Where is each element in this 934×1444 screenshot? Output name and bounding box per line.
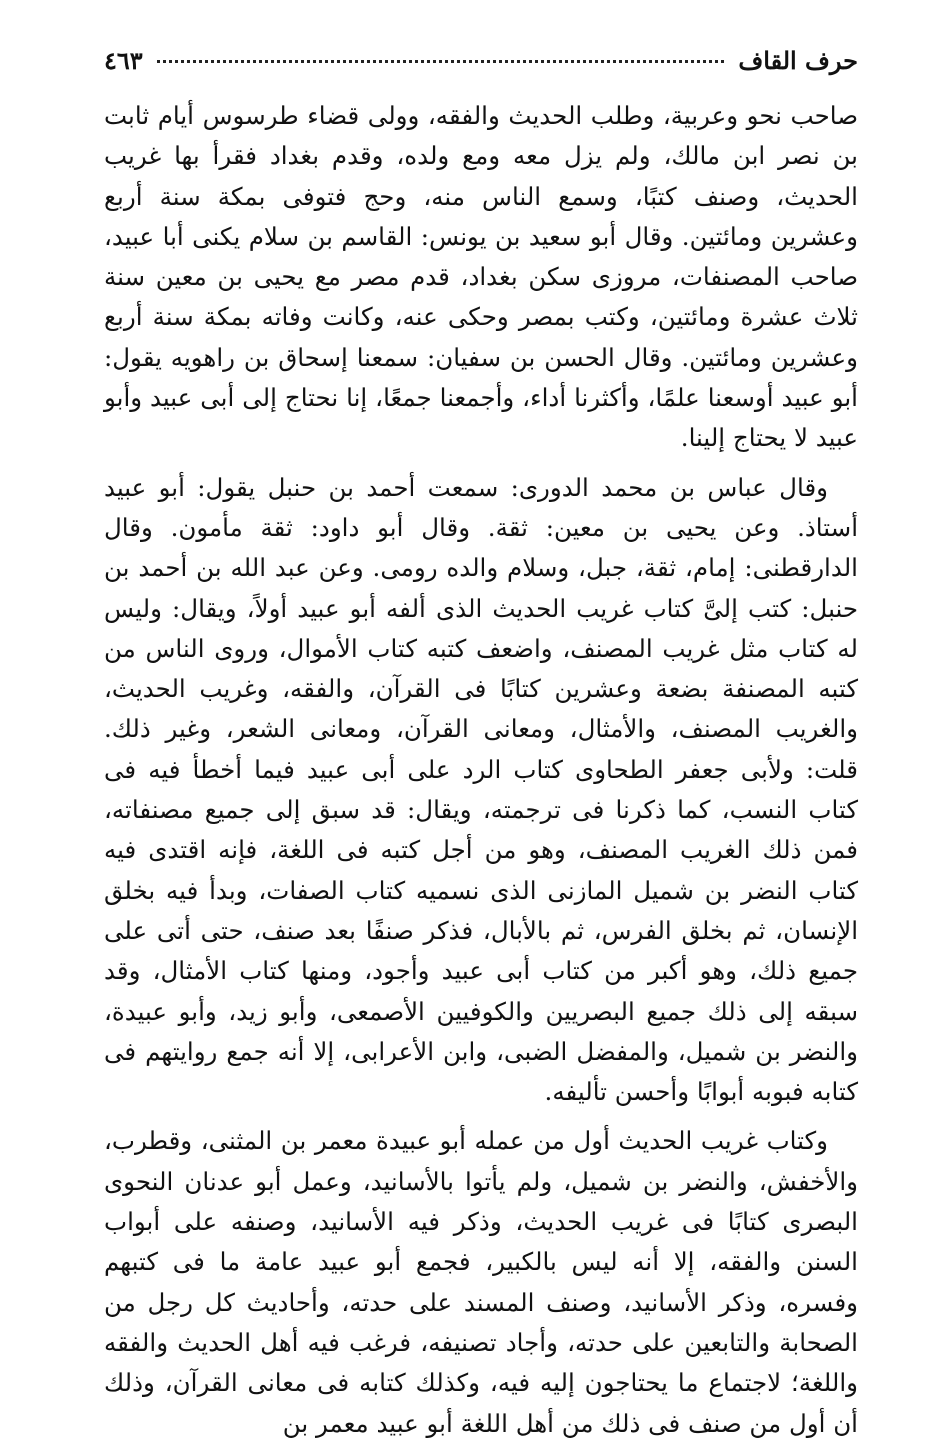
header-dotted-leader: [157, 60, 725, 63]
paragraph-1: صاحب نحو وعربية، وطلب الحديث والفقه، وولى قضاء طرسوس أيام ثابت بن نصر ابن مالك، ولم يزل معه ومع ولده، وقدم بغداد فقرأ بها غريب الحديث، وصنف كتبًا، وسمع الناس منه، وحج فتوفى بمكة سنة أربع وعشرين ومائتين. وقال أبو سعيد بن يونس: القاسم بن سلام يكنى أبا عبيد، صاحب المصنفات، مروزى سكن بغداد، قدم مصر مع يحيى بن معين سنة ثلاث عشرة ومائتين، وكتب بمصر وحكى عنه، وكانت وفاته بمكة سنة أربع وعشرين ومائتين. وقال الحسن بن سفيان: سمعنا إسحاق بن راهويه يقول: أبو عبيد أوسعنا علمًا، وأكثرنا أداء، وأجمعنا جمعًا، إنا نحتاج إلى أبى عبيد وأبو عبيد لا يحتاج إلينا.: [104, 101, 858, 453]
paragraph-2: وقال عباس بن محمد الدورى: سمعت أحمد بن حنبل يقول: أبو عبيد أستاذ. وعن يحيى بن معين: ثقة. وقال أبو داود: ثقة مأمون. وقال الدارقطنى: إمام، ثقة، جبل، وسلام والده رومى. وعن عبد الله بن أحمد بن حنبل: كتب إلىَّ كتاب غريب الحديث الذى ألفه أبو عبيد أولاً، ويقال: وليس له كتاب مثل غريب المصنف، واضعف كتبه كتاب الأموال، وروى الناس من كتبه المصنفة بضعة وعشرين كتابًا فى القرآن، والفقه، وغريب الحديث، والغريب المصنف، والأمثال، ومعانى القرآن، ومعانى الشعر، وغير ذلك. قلت: ولأبى جعفر الطحاوى كتاب الرد على أبى عبيد فيما أخطأ فيه فى كتاب النسب، كما ذكرنا فى ترجمته، ويقال: قد سبق إلى جميع مصنفاته، فمن ذلك الغريب المصنف، وهو من أجل كتبه فى اللغة، فإنه اقتدى فيه كتاب النضر بن شميل المازنى الذى نسميه كتاب الصفات، وبدأ فيه بخلق الإنسان، ثم بخلق الفرس، ثم بالأبال، فذكر صنفًا بعد صنف، حتى أتى على جميع ذلك، وهو أكبر من كتاب أبى عبيد وأجود، ومنها كتاب الأمثال، وقد سبقه إلى ذلك جميع البصريين والكوفيين الأصمعى، وأبو زيد، وأبو عبيدة، والنضر بن شميل، والمفضل الضبى، وابن الأعرابى، إلا أنه جمع روايتهم فى كتابه فبوبه أبوابًا وأحسن تأليفه.: [104, 472, 858, 1107]
paragraph-3: وكتاب غريب الحديث أول من عمله أبو عبيدة معمر بن المثنى، وقطرب، والأخفش، والنضر بن شميل، ولم يأتوا بالأسانيد، وعمل أبو عدنان النحوى البصرى كتابًا فى غريب الحديث، وذكر فيه الأسانيد، وصنفه على أبواب السنن والفقه، إلا أنه ليس بالكبير، فجمع أبو عبيد عامة ما فى كتبهم وفسره، وذكر الأسانيد، وصنف المسند على حدته، وأحاديث كل رجل من الصحابة والتابعين على حدته، وأجاد تصنيفه، فرغب فيه أهل الحديث والفقه واللغة؛ لاجتماع ما يحتاجون إليه فيه، وكذلك كتابه فى معانى القرآن، وذلك أن أول من صنف فى ذلك من أهل اللغة أبو عبيد معمر بن: [104, 1126, 858, 1438]
body-text: [104, 96, 858, 1444]
chapter-title: حرف القاف: [738, 46, 858, 75]
page-number: ٤٦٣: [104, 46, 143, 75]
running-header: [104, 46, 858, 96]
